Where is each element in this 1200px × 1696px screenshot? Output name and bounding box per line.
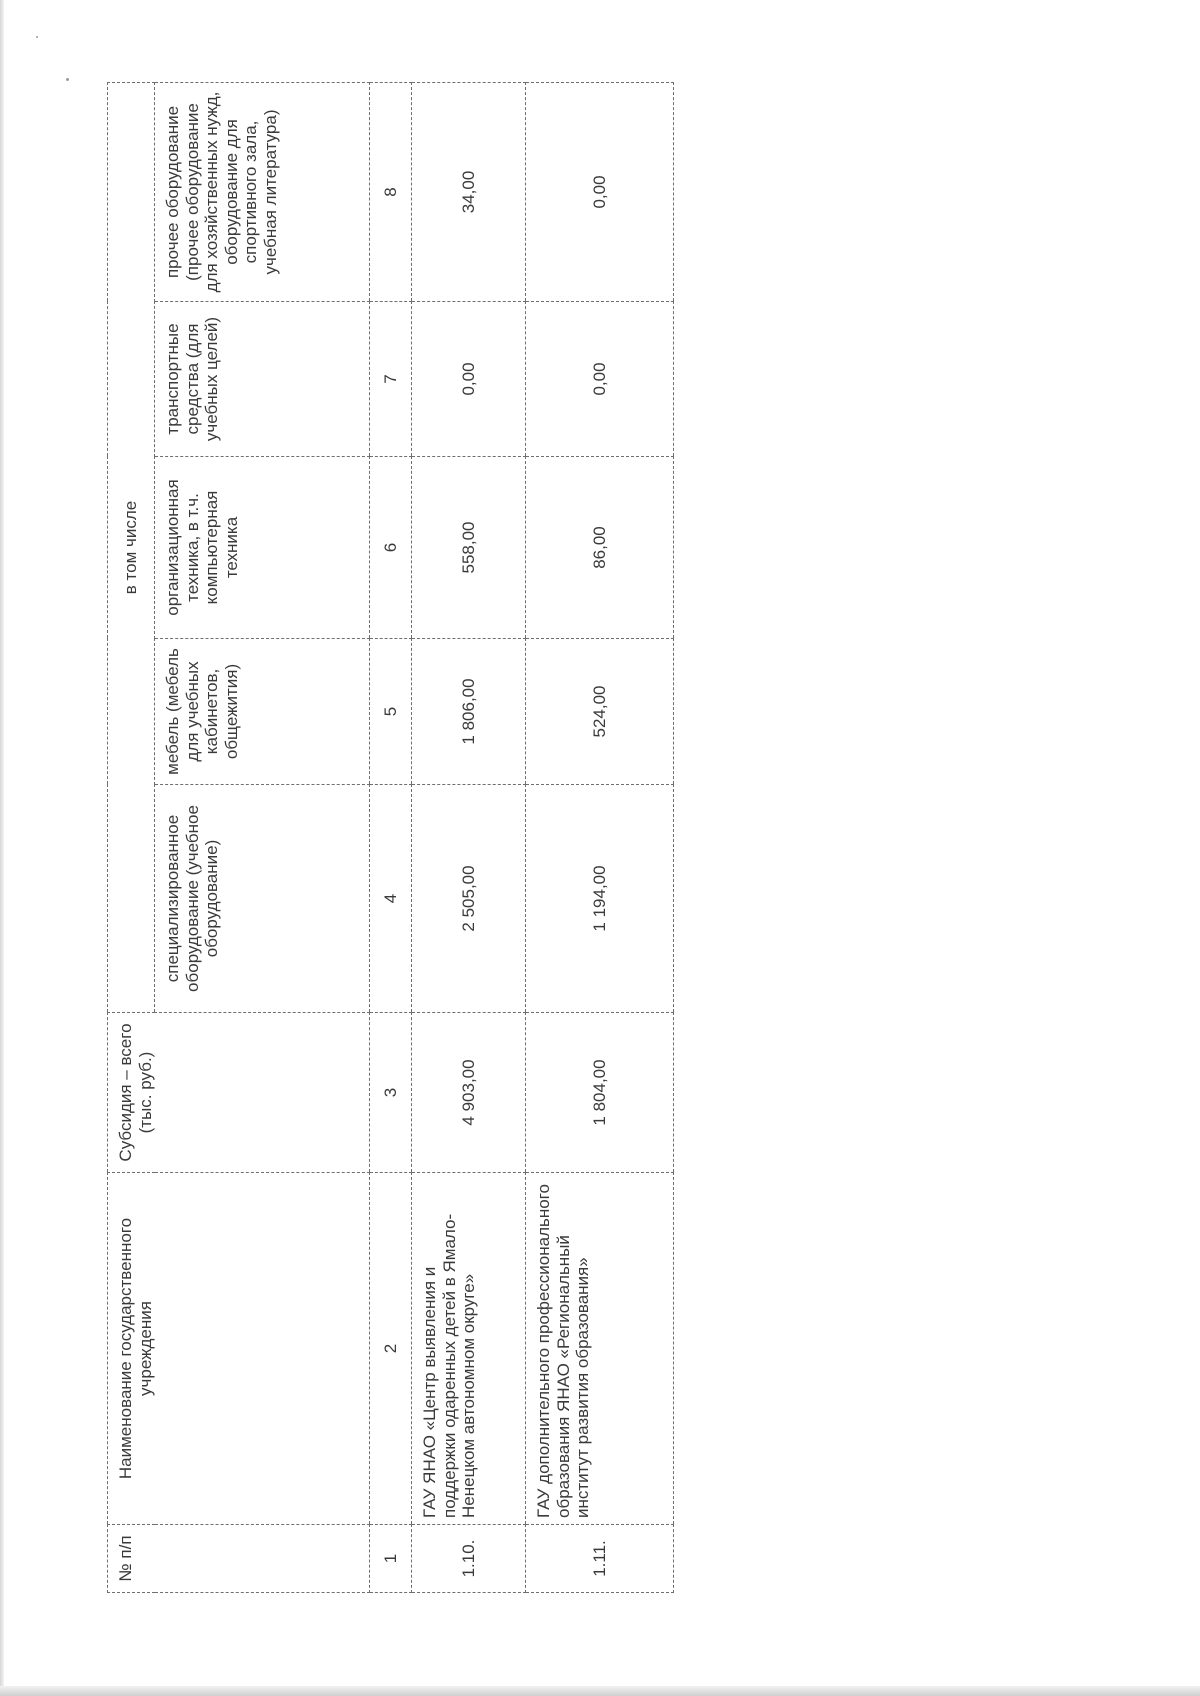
- row-col8: 34,00: [412, 82, 526, 301]
- row-col5: 1 806,00: [412, 639, 526, 785]
- numbering-cell: 7: [370, 302, 412, 457]
- rotated-table-container: [107, 83, 673, 1593]
- numbering-cell: 2: [370, 1173, 412, 1525]
- header-name: Наименование государственного учреждения: [108, 1173, 370, 1525]
- scan-edge-bottom: [0, 1686, 1200, 1696]
- row-name: ГАУ ЯНАО «Центр выявления и поддержки одаренных детей в Ямало-Ненецком автономном округе»: [412, 1173, 526, 1525]
- header-col6: организационная техника, в т.ч. компьютерная техника: [155, 457, 370, 639]
- numbering-cell: 5: [370, 639, 412, 785]
- table-row: [412, 82, 526, 1592]
- header-including: в том числе: [108, 82, 155, 1012]
- header-col7: транспортные средства (для учебных целей): [155, 302, 370, 457]
- row-col4: 1 194,00: [526, 785, 674, 1013]
- header-subsidy: Субсидия – всего (тыс. руб.): [108, 1013, 370, 1173]
- header-num: № п/п: [108, 1525, 370, 1593]
- header-col5: мебель (мебель для учебных кабинетов, общежития): [155, 639, 370, 785]
- row-col7: 0,00: [526, 302, 674, 457]
- row-col6: 558,00: [412, 457, 526, 639]
- header-col8: прочее оборудование (прочее оборудование для хозяйственных нужд, оборудование для спортивного зала, учебная литература): [155, 82, 370, 301]
- header-col4: специализированное оборудование (учебное оборудование): [155, 785, 370, 1013]
- scan-speck: [66, 78, 69, 81]
- row-col5: 524,00: [526, 639, 674, 785]
- scan-edge-left: [0, 0, 4, 1696]
- numbering-cell: 3: [370, 1013, 412, 1173]
- table-row: [526, 82, 674, 1592]
- subsidy-table: [107, 82, 674, 1593]
- row-col6: 86,00: [526, 457, 674, 639]
- row-subsidy: 1 804,00: [526, 1013, 674, 1173]
- row-num: 1.11.: [526, 1525, 674, 1593]
- row-num: 1.10.: [412, 1525, 526, 1593]
- row-col4: 2 505,00: [412, 785, 526, 1013]
- numbering-cell: 6: [370, 457, 412, 639]
- scan-speck: [36, 36, 38, 38]
- row-subsidy: 4 903,00: [412, 1013, 526, 1173]
- numbering-cell: 1: [370, 1525, 412, 1593]
- numbering-row: [370, 82, 412, 1592]
- header-row-1: [108, 82, 155, 1592]
- row-col7: 0,00: [412, 302, 526, 457]
- row-name: ГАУ дополнительного профессионального образования ЯНАО «Региональный институт развития образования»: [526, 1173, 674, 1525]
- numbering-cell: 4: [370, 785, 412, 1013]
- row-col8: 0,00: [526, 82, 674, 301]
- numbering-cell: 8: [370, 82, 412, 301]
